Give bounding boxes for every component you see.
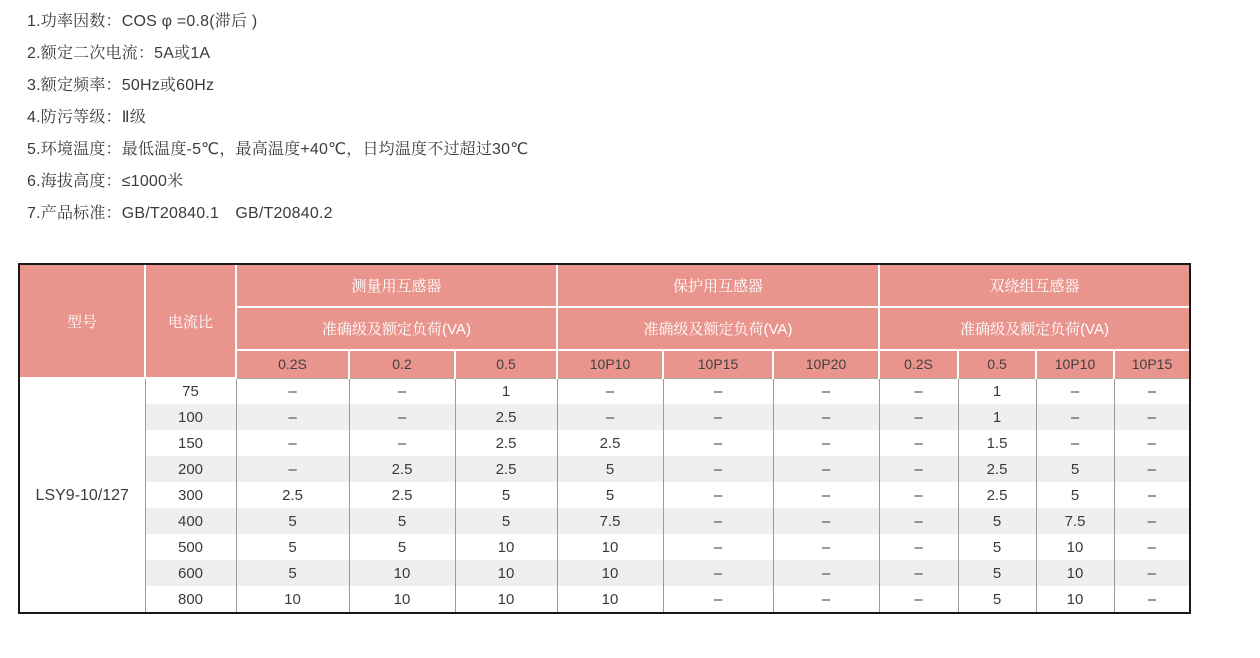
- value-cell: –: [773, 508, 879, 534]
- value-cell: 5: [349, 534, 455, 560]
- current-ratio-cell: 800: [145, 586, 236, 612]
- value-cell: 10: [1036, 560, 1114, 586]
- table-row: [20, 404, 1189, 430]
- spec-item-rated-frequency: 3.额定频率：50Hz或60Hz: [27, 77, 215, 94]
- subcol-header: 0.2S: [879, 350, 958, 378]
- value-cell: 5: [958, 508, 1036, 534]
- value-cell: –: [773, 378, 879, 404]
- value-cell: –: [1114, 404, 1189, 430]
- value-cell: 5: [349, 508, 455, 534]
- table-row: [20, 586, 1189, 612]
- subcol-header: 0.2S: [236, 350, 349, 378]
- value-cell: –: [349, 430, 455, 456]
- group-header-protection: 保护用互感器: [557, 265, 879, 307]
- value-cell: –: [1114, 456, 1189, 482]
- value-cell: 1: [958, 378, 1036, 404]
- value-cell: 5: [455, 508, 557, 534]
- current-ratio-cell: 300: [145, 482, 236, 508]
- col-header-current-ratio: 电流比: [145, 265, 236, 378]
- value-cell: 5: [958, 586, 1036, 612]
- value-cell: 7.5: [1036, 508, 1114, 534]
- value-cell: 5: [958, 534, 1036, 560]
- value-cell: 2.5: [557, 430, 663, 456]
- value-cell: –: [879, 586, 958, 612]
- value-cell: 5: [455, 482, 557, 508]
- value-cell: –: [1036, 430, 1114, 456]
- value-cell: 10: [455, 534, 557, 560]
- value-cell: 7.5: [557, 508, 663, 534]
- current-ratio-cell: 75: [145, 378, 236, 404]
- value-cell: –: [663, 586, 773, 612]
- value-cell: 5: [236, 560, 349, 586]
- value-cell: –: [879, 534, 958, 560]
- group-header-measuring: 测量用互感器: [236, 265, 557, 307]
- value-cell: –: [236, 378, 349, 404]
- rating-table: [20, 265, 1189, 612]
- value-cell: –: [557, 404, 663, 430]
- value-cell: 5: [236, 534, 349, 560]
- value-cell: 5: [958, 560, 1036, 586]
- value-cell: –: [1114, 508, 1189, 534]
- value-cell: –: [879, 560, 958, 586]
- value-cell: 1: [958, 404, 1036, 430]
- subcol-header: 10P10: [1036, 350, 1114, 378]
- value-cell: 5: [236, 508, 349, 534]
- value-cell: –: [1114, 482, 1189, 508]
- value-cell: –: [879, 508, 958, 534]
- value-cell: –: [663, 404, 773, 430]
- table-row: [20, 378, 1189, 404]
- value-cell: 2.5: [349, 482, 455, 508]
- subcol-header: 10P15: [663, 350, 773, 378]
- spec-item-ambient-temperature: 5.环境温度：最低温度-5℃，最高温度+40℃，日均温度不过超过30℃: [27, 141, 529, 158]
- table-row: [20, 482, 1189, 508]
- value-cell: –: [773, 534, 879, 560]
- spec-item-secondary-current: 2.额定二次电流：5A或1A: [27, 45, 211, 62]
- value-cell: –: [773, 586, 879, 612]
- group-header-row: [20, 265, 1189, 307]
- table-body: [20, 378, 1189, 612]
- value-cell: –: [1114, 586, 1189, 612]
- table-row: [20, 456, 1189, 482]
- value-cell: –: [663, 378, 773, 404]
- value-cell: 1: [455, 378, 557, 404]
- value-cell: –: [1036, 404, 1114, 430]
- spec-item-product-standard: 7.产品标准：GB/T20840.1 GB/T20840.2: [27, 205, 333, 222]
- value-cell: –: [663, 508, 773, 534]
- value-cell: –: [879, 404, 958, 430]
- subcol-header: 0.2: [349, 350, 455, 378]
- value-cell: –: [773, 456, 879, 482]
- model-cell: LSY9-10/127: [20, 378, 145, 612]
- value-cell: –: [773, 560, 879, 586]
- value-cell: –: [879, 378, 958, 404]
- value-cell: 1.5: [958, 430, 1036, 456]
- rating-table-wrapper: [18, 263, 1191, 614]
- value-cell: –: [557, 378, 663, 404]
- current-ratio-cell: 200: [145, 456, 236, 482]
- value-cell: 5: [557, 482, 663, 508]
- table-row: [20, 430, 1189, 456]
- table-header: [20, 265, 1189, 378]
- value-cell: 2.5: [349, 456, 455, 482]
- value-cell: –: [349, 404, 455, 430]
- accuracy-burden-dual-winding: 准确级及额定负荷(VA): [879, 307, 1189, 350]
- value-cell: –: [349, 378, 455, 404]
- value-cell: –: [773, 482, 879, 508]
- value-cell: 10: [349, 586, 455, 612]
- current-ratio-cell: 500: [145, 534, 236, 560]
- value-cell: –: [663, 534, 773, 560]
- subcol-header: 10P10: [557, 350, 663, 378]
- table-row: [20, 508, 1189, 534]
- accuracy-burden-protection: 准确级及额定负荷(VA): [557, 307, 879, 350]
- value-cell: 2.5: [958, 456, 1036, 482]
- current-ratio-cell: 150: [145, 430, 236, 456]
- spec-item-altitude: 6.海拔高度：≤1000米: [27, 173, 184, 190]
- table-row: [20, 560, 1189, 586]
- value-cell: 5: [1036, 456, 1114, 482]
- subcol-header: 0.5: [958, 350, 1036, 378]
- spec-item-pollution-class: 4.防污等级：Ⅱ级: [27, 109, 147, 126]
- value-cell: –: [663, 430, 773, 456]
- value-cell: 2.5: [455, 456, 557, 482]
- value-cell: 2.5: [236, 482, 349, 508]
- value-cell: –: [879, 456, 958, 482]
- value-cell: –: [236, 404, 349, 430]
- current-ratio-cell: 600: [145, 560, 236, 586]
- spec-list: [0, 6, 1260, 230]
- value-cell: 10: [557, 586, 663, 612]
- group-header-dual-winding: 双绕组互感器: [879, 265, 1189, 307]
- value-cell: –: [1114, 534, 1189, 560]
- subcol-header: 10P20: [773, 350, 879, 378]
- value-cell: 5: [1036, 482, 1114, 508]
- value-cell: 2.5: [455, 430, 557, 456]
- value-cell: 5: [557, 456, 663, 482]
- value-cell: –: [663, 560, 773, 586]
- value-cell: 10: [455, 560, 557, 586]
- value-cell: 10: [455, 586, 557, 612]
- spec-item-power-factor: 1.功率因数：COS φ =0.8(滞后 ): [27, 13, 258, 30]
- value-cell: –: [663, 456, 773, 482]
- value-cell: –: [236, 430, 349, 456]
- value-cell: 10: [236, 586, 349, 612]
- value-cell: –: [1114, 378, 1189, 404]
- value-cell: 10: [1036, 586, 1114, 612]
- value-cell: 10: [1036, 534, 1114, 560]
- col-header-model: 型号: [20, 265, 145, 378]
- value-cell: –: [1114, 430, 1189, 456]
- value-cell: 10: [557, 534, 663, 560]
- value-cell: –: [1114, 560, 1189, 586]
- value-cell: –: [663, 482, 773, 508]
- value-cell: –: [773, 404, 879, 430]
- current-ratio-cell: 400: [145, 508, 236, 534]
- value-cell: –: [879, 430, 958, 456]
- value-cell: –: [1036, 378, 1114, 404]
- value-cell: 2.5: [455, 404, 557, 430]
- value-cell: 2.5: [958, 482, 1036, 508]
- current-ratio-cell: 100: [145, 404, 236, 430]
- value-cell: 10: [557, 560, 663, 586]
- accuracy-burden-measuring: 准确级及额定负荷(VA): [236, 307, 557, 350]
- subcol-header: 0.5: [455, 350, 557, 378]
- value-cell: 10: [349, 560, 455, 586]
- value-cell: –: [236, 456, 349, 482]
- value-cell: –: [773, 430, 879, 456]
- subcol-header: 10P15: [1114, 350, 1189, 378]
- value-cell: –: [879, 482, 958, 508]
- table-row: [20, 534, 1189, 560]
